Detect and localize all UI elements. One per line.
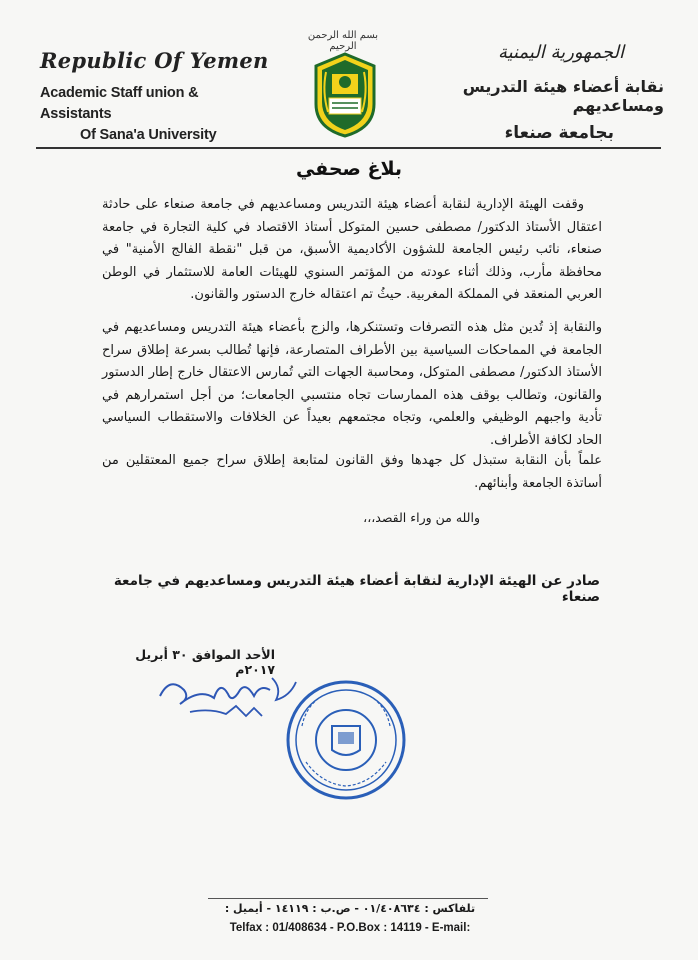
- footer-contact-arabic: تلفاكس : ٠١/٤٠٨٦٣٤ - ص.ب : ١٤١١٩ - أيميل :: [224, 902, 476, 915]
- english-country-name: Republic Of Yemen: [40, 48, 269, 73]
- paragraph-1: وقفت الهيئة الإدارية لنقابة أعضاء هيئة التدريس ومساعديهم في جامعة صنعاء على حادثة اعتقال الأستاذ الدكتور/ مصطفى حسين المتوكل أستاذ الاقتصاد في كلية التجارة في جامعة صنعاء، نائب رئيس الجامعة للشؤون الأكاديمية الأسبق، من قبل "نقطة الفالج الأمنية" في محافظة مأرب، وذلك أثناء عودته من المؤتمر السنوي للهيئات العامة للاستثمار في الوطن العربي المنعقد في المملكة المغربية. حيثُ تم اعتقاله خارج الدستور والقانون.: [102, 197, 602, 302]
- english-union-name: [40, 83, 270, 146]
- issue-date: الأحد الموافق ٣٠ أبريل ٢٠١٧م: [135, 647, 275, 677]
- footer-divider: [208, 898, 488, 899]
- closing-phrase: والله من وراء القصد،،،: [363, 510, 480, 525]
- english-header: [40, 48, 270, 146]
- arabic-header: [424, 42, 664, 143]
- arabic-union-name: نقابة أعضاء هيئة التدريس ومساعديهم: [462, 77, 664, 115]
- english-union-line1: Academic Staff union & Assistants: [40, 85, 199, 122]
- footer-contact-english: Telfax : 01/408634 - P.O.Box : 14119 - E-mail:: [229, 922, 471, 934]
- basmala: بسم الله الرحمن الرحيم: [307, 30, 379, 52]
- english-union-line2: Of Sana'a University: [80, 127, 217, 143]
- union-stamp: [282, 676, 410, 804]
- arabic-country-name: الجمهورية اليمنية: [497, 42, 624, 63]
- arabic-university-name: بجامعة صنعاء: [504, 123, 614, 143]
- paragraph-3: علماً بأن النقابة ستبذل كل جهدها وفق القانون لمتابعة إطلاق سراح جميع المعتقلين من أساتذة الجامعة وأبنائهم.: [102, 453, 602, 491]
- union-logo: [312, 52, 378, 138]
- paragraph-2: والنقابة إذ تُدين مثل هذه التصرفات وتستنكرها، والزج بأعضاء هيئة التدريس ومساعديهم في الجامعة في المماحكات السياسية بين الأطراف المتصارعة، فإنها تُطالب بسرعة إطلاق سراح الأستاذ الدكتور/ مصطفى المتوكل، ومحاسبة الجهات التي تُمارس الاعتقال خارج إطار الدستور والقانون، وتطالب بوقف هذه الممارسات تجاه منتسبي الجامعات؛ من أجل استمرارهم في تأدية واجبهم الوظيفي والعلمي، وتجاه مجتمعهم بعيداً عن الخلافات والاستقطاب السياسي الحاد لكافة الأطراف.: [102, 320, 602, 448]
- document-title: بلاغ صحفي: [295, 158, 403, 180]
- header-divider: [36, 147, 661, 149]
- issuer-line: صادر عن الهيئة الإدارية لنقابة أعضاء هيئة التدريس ومساعديهم في جامعة صنعاء: [113, 573, 600, 605]
